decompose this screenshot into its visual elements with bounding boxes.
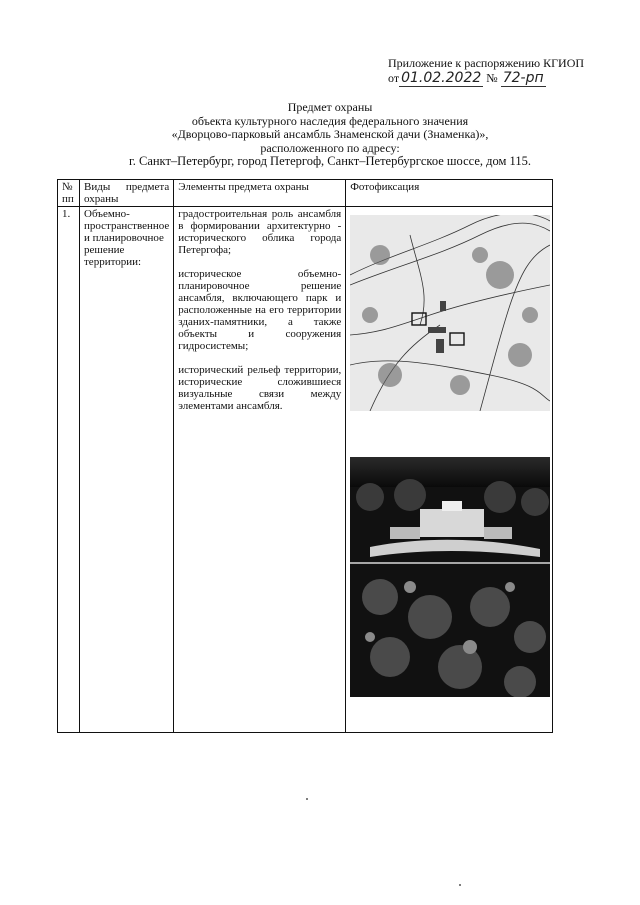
table-header-row — [58, 180, 553, 207]
document-heading — [60, 101, 600, 169]
row-elements — [174, 207, 346, 733]
annex-number: 72-рп — [502, 70, 544, 86]
annex-date-line — [388, 71, 618, 87]
header-kind: Виды предмета охраны — [80, 180, 174, 207]
heading-line3: «Дворцово-парковый ансамбль Знаменской дачи (Знаменка)», — [171, 127, 489, 141]
annex-title: Приложение к распоряжению КГИОП — [388, 56, 585, 70]
row-kind: Объемно-пространственное и планировочное решение территории: — [80, 207, 174, 733]
header-elements: Элементы предмета охраны — [174, 180, 346, 207]
annex-block — [388, 56, 618, 87]
row-photos — [346, 207, 553, 733]
annex-date: 01.02.2022 — [401, 70, 482, 86]
site-plan-image — [350, 215, 550, 411]
annex-from: от — [388, 71, 400, 85]
aerial-photo-image — [350, 457, 550, 697]
table-row — [58, 207, 553, 733]
scan-speck — [459, 884, 461, 886]
element-item: историческое объемно-планировочное решение ансамбля, включающего парк и расположенные на его территории зданих-памятники, а также объекты и сооружения гидросистемы; — [178, 268, 342, 352]
heading-line4: расположенного по адресу: — [260, 140, 400, 155]
heading-line2: объекта культурного наследия федерального значения — [191, 113, 469, 128]
element-item: исторический рельеф территории, исторические сложившиеся визуальные связи между элементами ансамбля. — [178, 364, 342, 412]
header-num: № пп — [58, 180, 80, 207]
protection-table — [57, 179, 553, 733]
heading-title: Предмет охраны — [287, 100, 373, 114]
row-num: 1. — [58, 207, 80, 733]
annex-no-sign: № — [486, 71, 498, 85]
scan-speck — [306, 798, 308, 800]
heading-address: г. Санкт–Петербург, город Петергоф, Санкт–Петербургское шоссе, дом 115. — [129, 154, 531, 168]
element-item: градостроительная роль ансамбля в формировании архитектурно - исторического облика города Петергофа; — [178, 208, 342, 256]
header-photo: Фотофиксация — [346, 180, 553, 207]
